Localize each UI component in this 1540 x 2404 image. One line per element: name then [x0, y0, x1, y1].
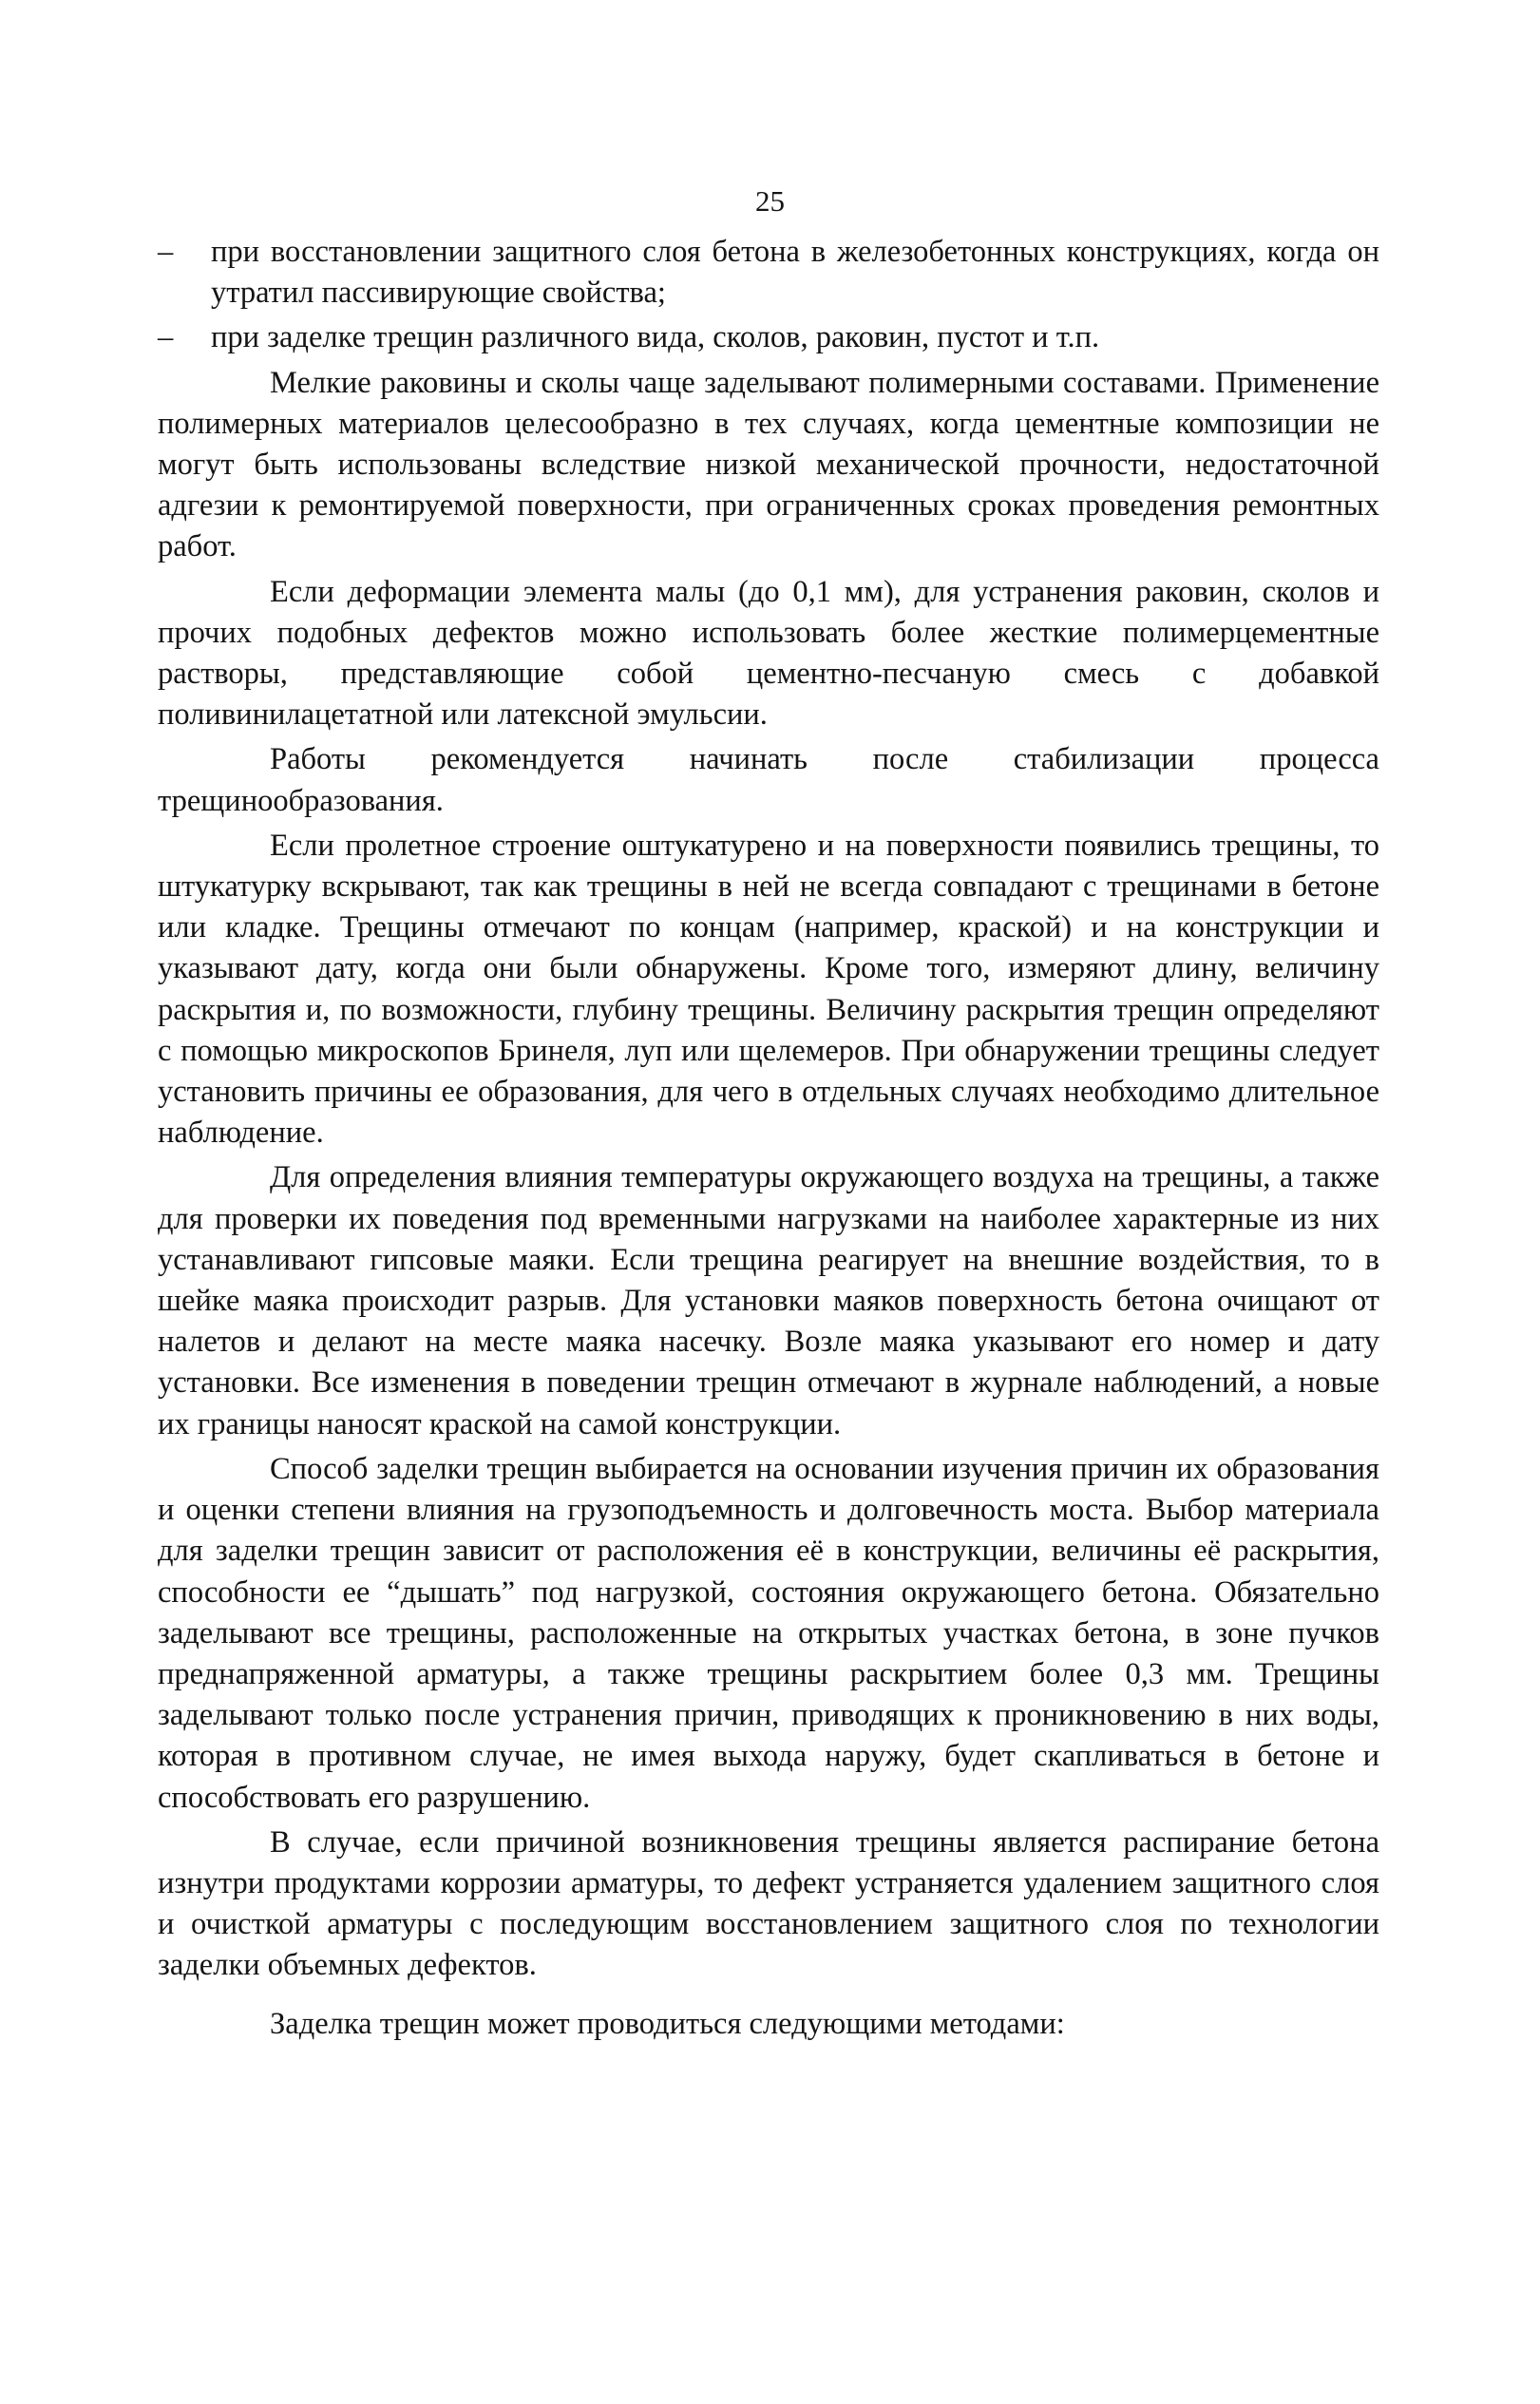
body-text [158, 232, 1379, 2045]
paragraph: Если пролетное строение оштукатурено и на поверхности появились трещины, то штукатурку вскрывают, так как трещины в ней не всегда совпадают с трещинами в бетоне или кладке. Трещины отмечают по концам (например, краской) и на конструкции и указывают дату, когда они были обнаружены. Кроме того, измеряют длину, величину раскрытия и, по возможности, глубину трещины. Величину раскрытия трещин определяют с помощью микроскопов Бринеля, луп или щелемеров. При обнаружении трещины следует установить причины ее образования, для чего в отдельных случаях необходимо длительное наблюдение. [158, 828, 1379, 1151]
final-line: Заделка трещин может проводиться следующими методами: [270, 2006, 1065, 2041]
paragraph: Мелкие раковины и сколы чаще заделывают полимерными составами. Применение полимерных материалов целесообразно в тех случаях, когда цементные композиции не могут быть использованы вследствие низкой механической прочности, недостаточной адгезии к ремонтируемой поверхности, при ограниченных сроках проведения ремонтных работ. [158, 365, 1379, 564]
bullet-list [158, 232, 1379, 359]
paragraph: В случае, если причиной возникновения трещины является распирание бетона изнутри продуктами коррозии арматуры, то дефект устраняется удалением защитного слоя и очисткой арматуры с последующим восстановлением защитного слоя по технологии заделки объемных дефектов. [158, 1824, 1379, 1983]
list-item [158, 317, 1379, 358]
dash-marker: – [158, 235, 174, 269]
paragraph: Работы рекомендуется начинать после стабилизации процесса трещинообразования. [158, 742, 1379, 818]
dash-marker: – [158, 320, 174, 355]
list-item [158, 232, 1379, 314]
page-number: 25 [755, 184, 785, 218]
list-item-text: при восстановлении защитного слоя бетона в железобетонных конструкциях, когда он утратил пассивирующие свойства; [211, 235, 1379, 311]
paragraph: Если деформации элемента малы (до 0,1 мм), для устранения раковин, сколов и прочих подобных дефектов можно использовать более жесткие полимерцементные растворы, представляющие собой цементно-песчаную смесь с добавкой поливинилацетатной или латексной эмульсии. [158, 574, 1379, 733]
paragraph: Способ заделки трещин выбирается на основании изучения причин их образования и оценки степени влияния на грузоподъемность и долговечность моста. Выбор материала для заделки трещин зависит от расположения её в конструкции, величины её раскрытия, способности ее “дышать” под нагрузкой, состояния окружающего бетона. Обязательно заделывают все трещины, расположенные на открытых участках бетона, в зоне пучков преднапряженной арматуры, а также трещины раскрытием более 0,3 мм. Трещины заделывают только после устранения причин, приводящих к проникновению в них воды, которая в противном случае, не имея выхода наружу, будет скапливаться в бетоне и способствовать его разрушению. [158, 1451, 1379, 1815]
paragraph: Для определения влияния температуры окружающего воздуха на трещины, а также для проверки их поведения под временными нагрузками на наиболее характерные из них устанавливают гипсовые маяки. Если трещина реагирует на внешние воздействия, то в шейке маяка происходит разрыв. Для установки маяков поверхность бетона очищают от налетов и делают на месте маяка насечку. Возле маяка указывают его номер и дату установки. Все изменения в поведении трещин отмечают в журнале наблюдений, а новые их границы наносят краской на самой конструкции. [158, 1160, 1379, 1441]
list-item-text: при заделке трещин различного вида, сколов, раковин, пустот и т.п. [211, 320, 1100, 355]
